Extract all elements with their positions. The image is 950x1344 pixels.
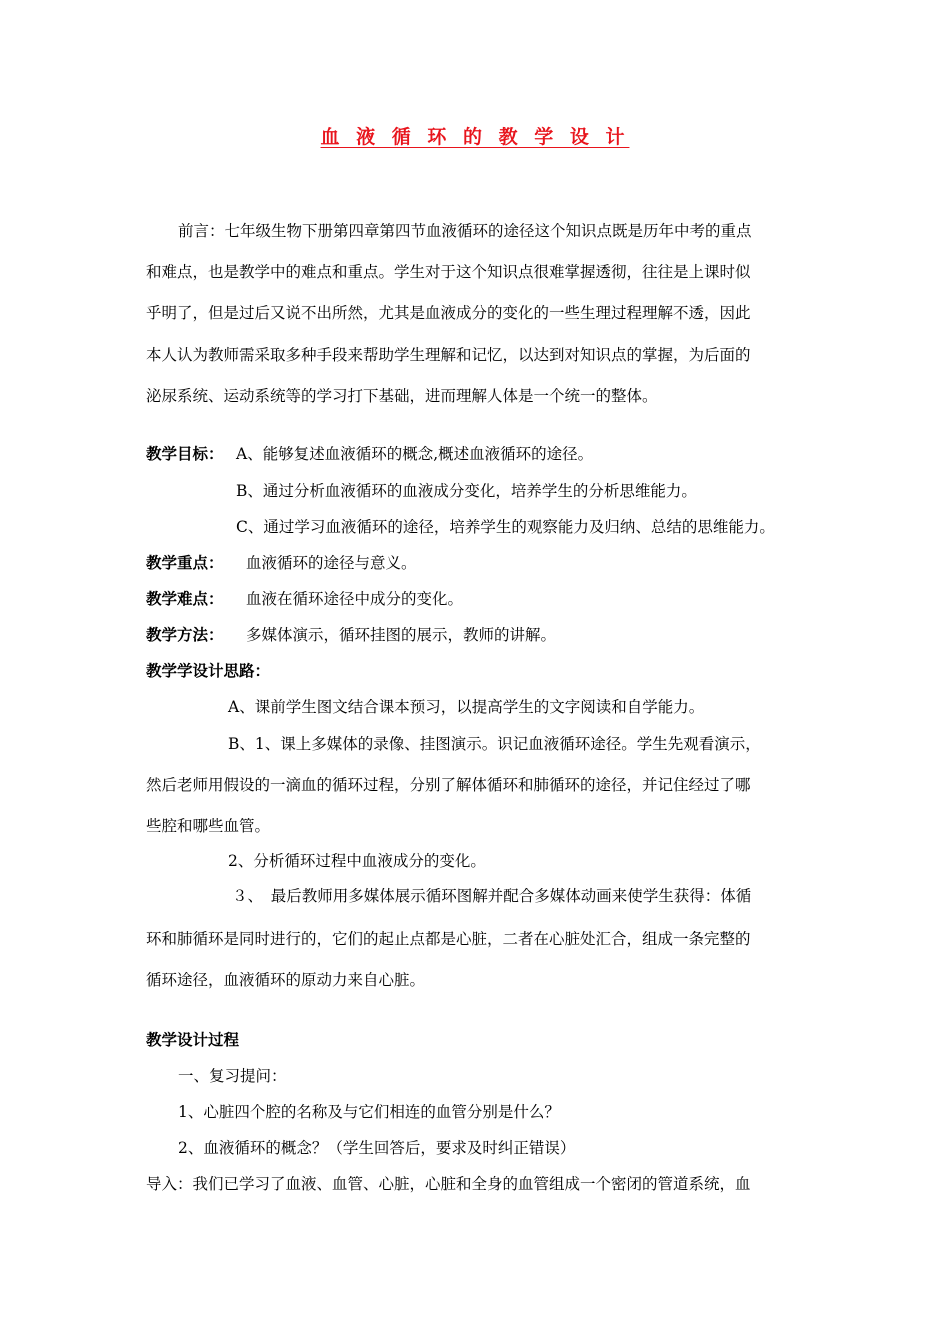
process-review: 一、复习提问： bbox=[178, 1067, 287, 1085]
preface-line: 和难点，也是教学中的难点和重点。学生对于这个知识点很难掌握透彻，往往是上课时似 bbox=[146, 263, 751, 281]
design-idea-b3-line: 环和肺循环是同时进行的，它们的起止点都是心脏，二者在心脏处汇合，组成一条完整的 bbox=[146, 930, 751, 948]
design-idea-b1-line: 些腔和哪些血管。 bbox=[146, 817, 271, 835]
goal-b: B、通过分析血液循环的血液成分变化，培养学生的分析思维能力。 bbox=[236, 482, 697, 500]
key-label: 教学重点： bbox=[146, 554, 224, 572]
goal-c: C、通过学习血液循环的途径，培养学生的观察能力及归纳、总结的思维能力。 bbox=[236, 518, 775, 536]
preface-line: 本人认为教师需采取多种手段来帮助学生理解和记忆，以达到对知识点的掌握，为后面的 bbox=[146, 346, 751, 364]
difficulty-text: 血液在循环途径中成分的变化。 bbox=[246, 590, 464, 608]
process-question-1: 1、心脏四个腔的名称及与它们相连的血管分别是什么？ bbox=[178, 1103, 560, 1121]
preface-line: 泌尿系统、运动系统等的学习打下基础，进而理解人体是一个统一的整体。 bbox=[146, 387, 658, 405]
goals-label: 教学目标： bbox=[146, 445, 224, 463]
preface-line: 乎明了，但是过后又说不出所然，尤其是血液成分的变化的一些生理过程理解不透，因此 bbox=[146, 304, 751, 322]
design-idea-b3-line: 循环途径，血液循环的原动力来自心脏。 bbox=[146, 971, 426, 989]
process-question-2: 2、血液循环的概念？（学生回答后，要求及时纠正错误） bbox=[178, 1139, 576, 1157]
preface-line: 前言：七年级生物下册第四章第四节血液循环的途径这个知识点既是历年中考的重点 bbox=[178, 222, 752, 240]
method-label: 教学方法： bbox=[146, 626, 224, 644]
design-idea-label: 教学学设计思路： bbox=[146, 662, 271, 680]
difficulty-row bbox=[146, 589, 463, 609]
key-text: 血液循环的途径与意义。 bbox=[246, 554, 417, 572]
design-idea-b1-line: B、1、课上多媒体的录像、挂图演示。识记血液循环途径。学生先观看演示， bbox=[228, 735, 761, 753]
design-idea-b3-line: ３、 最后教师用多媒体展示循环图解并配合多媒体动画来使学生获得：体循 bbox=[232, 887, 752, 905]
document-title: 血 液 循 环 的 教 学 设 计 bbox=[320, 126, 630, 148]
goals-row bbox=[146, 444, 593, 464]
key-row bbox=[146, 553, 417, 573]
design-idea-b1-line: 然后老师用假设的一滴血的循环过程，分别了解体循环和肺循环的途径，并记住经过了哪 bbox=[146, 776, 751, 794]
design-idea-b2: 2、分析循环过程中血液成分的变化。 bbox=[228, 852, 486, 870]
design-idea-a: A、课前学生图文结合课本预习，以提高学生的文字阅读和自学能力。 bbox=[228, 698, 705, 716]
difficulty-label: 教学难点： bbox=[146, 590, 224, 608]
method-row bbox=[146, 625, 556, 645]
goal-a: A、能够复述血液循环的概念,概述血液循环的途径。 bbox=[236, 445, 594, 463]
process-heading: 教学设计过程 bbox=[146, 1031, 240, 1049]
method-text: 多媒体演示，循环挂图的展示，教师的讲解。 bbox=[246, 626, 557, 644]
process-intro: 导入：我们已学习了血液、血管、心脏，心脏和全身的血管组成一个密闭的管道系统，血 bbox=[146, 1175, 751, 1193]
